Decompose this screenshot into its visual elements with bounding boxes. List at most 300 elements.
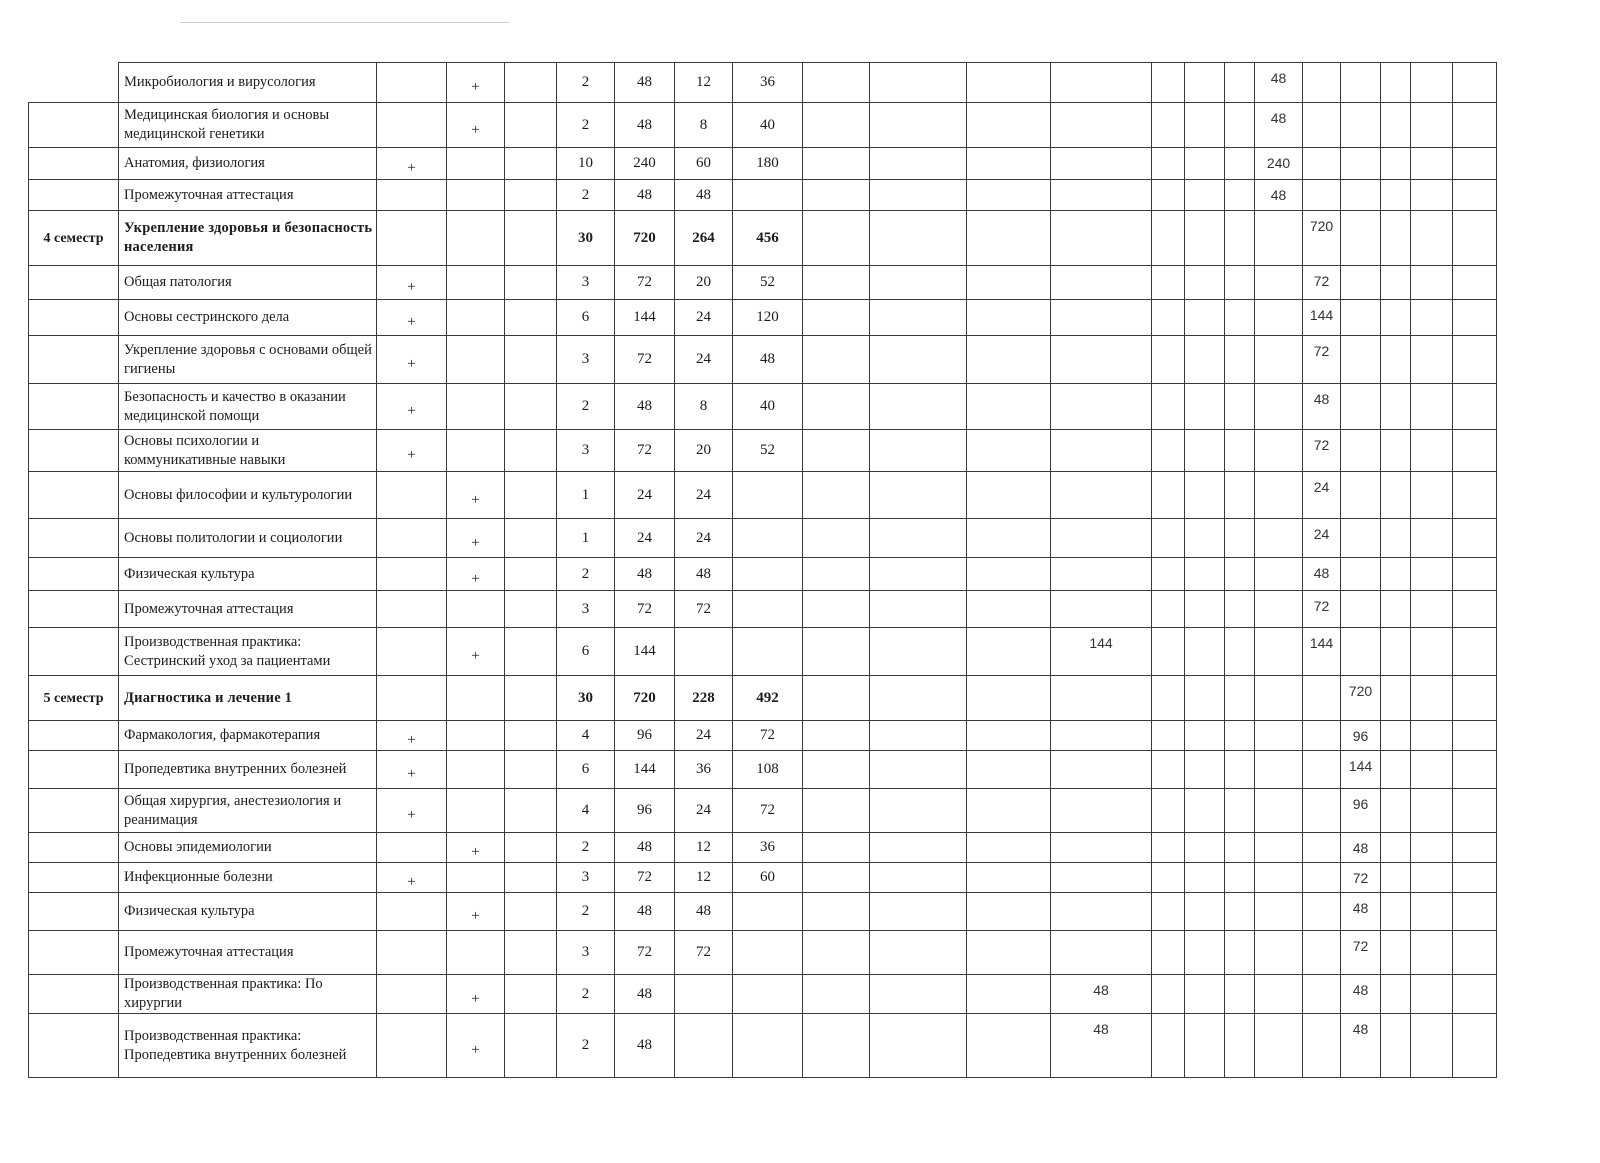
semester-label [29, 558, 119, 591]
empty-cell [505, 180, 557, 211]
empty-cell [1185, 103, 1225, 148]
practice-total [1051, 180, 1152, 211]
practice-hours: 52 [733, 266, 803, 300]
empty-cell [803, 300, 870, 336]
practice-total [1051, 336, 1152, 384]
empty-cell [967, 975, 1051, 1014]
practice-hours: 52 [733, 430, 803, 472]
empty-cell [1453, 833, 1497, 863]
empty-cell [967, 472, 1051, 519]
empty-cell [967, 833, 1051, 863]
total-hours: 48 [615, 63, 675, 103]
total-hours: 48 [615, 103, 675, 148]
practice-total: 144 [1051, 628, 1152, 676]
practice-total [1051, 211, 1152, 266]
discipline-name: Промежуточная аттестация [119, 591, 377, 628]
empty-cell [803, 721, 870, 751]
practice-total [1051, 103, 1152, 148]
total-hours: 144 [615, 628, 675, 676]
credit-units: 2 [557, 558, 615, 591]
total-hours: 48 [615, 893, 675, 931]
semester-4-hours [1303, 751, 1341, 789]
total-hours: 72 [615, 336, 675, 384]
empty-cell [1453, 266, 1497, 300]
empty-cell [870, 300, 967, 336]
empty-cell [1453, 336, 1497, 384]
exam-mark: + [377, 863, 447, 893]
empty-cell [803, 336, 870, 384]
empty-cell [1152, 211, 1185, 266]
semester-5-hours [1341, 591, 1381, 628]
semester-label [29, 300, 119, 336]
empty-cell [1152, 676, 1185, 721]
practice-hours [733, 628, 803, 676]
empty-cell [870, 1014, 967, 1078]
semester-5-hours: 48 [1341, 1014, 1381, 1078]
semester-3-hours: 48 [1255, 103, 1303, 148]
semester-5-hours [1341, 148, 1381, 180]
credit-units: 2 [557, 833, 615, 863]
empty-cell [803, 430, 870, 472]
credit-mark: + [447, 519, 505, 558]
theory-hours: 228 [675, 676, 733, 721]
empty-cell [967, 789, 1051, 833]
practice-hours: 36 [733, 833, 803, 863]
empty-cell [1225, 300, 1255, 336]
total-hours: 24 [615, 472, 675, 519]
credit-units: 2 [557, 103, 615, 148]
empty-cell [1225, 336, 1255, 384]
empty-cell [505, 430, 557, 472]
exam-mark [377, 519, 447, 558]
theory-hours: 24 [675, 336, 733, 384]
exam-mark [377, 103, 447, 148]
empty-cell [1185, 751, 1225, 789]
credit-units: 6 [557, 751, 615, 789]
semester-5-hours [1341, 558, 1381, 591]
practice-total [1051, 558, 1152, 591]
semester-3-hours [1255, 558, 1303, 591]
exam-mark [377, 628, 447, 676]
theory-hours: 20 [675, 266, 733, 300]
empty-cell [870, 266, 967, 300]
empty-cell [1185, 63, 1225, 103]
empty-cell [1411, 430, 1453, 472]
empty-cell [870, 931, 967, 975]
empty-cell [967, 676, 1051, 721]
exam-mark [377, 975, 447, 1014]
empty-cell [967, 430, 1051, 472]
empty-cell [1411, 931, 1453, 975]
empty-cell [1381, 430, 1411, 472]
empty-cell [1185, 300, 1225, 336]
total-hours: 144 [615, 300, 675, 336]
semester-label: 5 семестр [29, 676, 119, 721]
empty-cell [505, 789, 557, 833]
total-hours: 720 [615, 211, 675, 266]
credit-units: 1 [557, 519, 615, 558]
empty-cell [967, 336, 1051, 384]
empty-cell [1381, 384, 1411, 430]
table-row [29, 63, 1497, 103]
empty-cell [1225, 833, 1255, 863]
empty-cell [967, 103, 1051, 148]
semester-4-hours: 144 [1303, 628, 1341, 676]
table-row [29, 975, 1497, 1014]
empty-cell [1225, 1014, 1255, 1078]
semester-5-hours: 72 [1341, 863, 1381, 893]
table-row [29, 789, 1497, 833]
empty-cell [1381, 1014, 1411, 1078]
empty-cell [505, 63, 557, 103]
theory-hours: 24 [675, 300, 733, 336]
empty-cell [505, 472, 557, 519]
theory-hours: 12 [675, 63, 733, 103]
empty-cell [1411, 751, 1453, 789]
empty-cell [870, 63, 967, 103]
theory-hours: 12 [675, 863, 733, 893]
empty-cell [1453, 975, 1497, 1014]
credit-units: 4 [557, 789, 615, 833]
empty-cell [1411, 789, 1453, 833]
credit-mark [447, 863, 505, 893]
empty-cell [1453, 751, 1497, 789]
practice-hours: 108 [733, 751, 803, 789]
practice-hours: 120 [733, 300, 803, 336]
exam-mark [377, 558, 447, 591]
theory-hours: 20 [675, 430, 733, 472]
table-row [29, 148, 1497, 180]
semester-5-hours: 72 [1341, 931, 1381, 975]
empty-cell [1411, 180, 1453, 211]
empty-cell [1152, 789, 1185, 833]
empty-cell [1453, 676, 1497, 721]
empty-cell [870, 558, 967, 591]
empty-cell [505, 833, 557, 863]
empty-cell [1152, 975, 1185, 1014]
empty-cell [1381, 789, 1411, 833]
empty-cell [967, 1014, 1051, 1078]
semester-4-hours: 72 [1303, 591, 1341, 628]
exam-mark [377, 591, 447, 628]
empty-cell [1411, 893, 1453, 931]
empty-cell [870, 430, 967, 472]
credit-units: 6 [557, 300, 615, 336]
semester-label [29, 63, 119, 103]
empty-cell [1411, 103, 1453, 148]
semester-3-hours [1255, 591, 1303, 628]
exam-mark: + [377, 336, 447, 384]
empty-cell [803, 211, 870, 266]
empty-cell [1453, 591, 1497, 628]
scan-artifact-line [180, 22, 510, 23]
table-row [29, 931, 1497, 975]
empty-cell [1453, 63, 1497, 103]
empty-cell [1381, 336, 1411, 384]
empty-cell [1411, 676, 1453, 721]
semester-5-hours [1341, 63, 1381, 103]
practice-hours [733, 893, 803, 931]
practice-total [1051, 591, 1152, 628]
empty-cell [803, 519, 870, 558]
semester-3-hours [1255, 628, 1303, 676]
credit-mark: + [447, 63, 505, 103]
exam-mark [377, 676, 447, 721]
empty-cell [505, 384, 557, 430]
empty-cell [1411, 519, 1453, 558]
semester-5-hours: 96 [1341, 789, 1381, 833]
empty-cell [1381, 721, 1411, 751]
credit-mark [447, 211, 505, 266]
credit-units: 3 [557, 266, 615, 300]
total-hours: 48 [615, 833, 675, 863]
empty-cell [870, 148, 967, 180]
semester-3-hours [1255, 266, 1303, 300]
empty-cell [967, 266, 1051, 300]
empty-cell [1225, 103, 1255, 148]
discipline-name: Производственная практика: По хирургии [119, 975, 377, 1014]
empty-cell [803, 676, 870, 721]
semester-5-hours: 96 [1341, 721, 1381, 751]
credit-units: 2 [557, 1014, 615, 1078]
practice-hours [733, 591, 803, 628]
semester-5-hours: 720 [1341, 676, 1381, 721]
credit-units: 2 [557, 384, 615, 430]
semester-5-hours [1341, 211, 1381, 266]
empty-cell [1225, 266, 1255, 300]
semester-label [29, 336, 119, 384]
empty-cell [1411, 336, 1453, 384]
empty-cell [1453, 893, 1497, 931]
empty-cell [1453, 863, 1497, 893]
exam-mark: + [377, 300, 447, 336]
empty-cell [803, 931, 870, 975]
empty-cell [870, 336, 967, 384]
empty-cell [1225, 721, 1255, 751]
practice-hours: 72 [733, 721, 803, 751]
total-hours: 48 [615, 180, 675, 211]
practice-total [1051, 300, 1152, 336]
empty-cell [505, 103, 557, 148]
practice-total [1051, 148, 1152, 180]
practice-total: 48 [1051, 1014, 1152, 1078]
semester-4-hours: 48 [1303, 558, 1341, 591]
empty-cell [967, 591, 1051, 628]
semester-3-hours [1255, 300, 1303, 336]
semester-4-hours: 720 [1303, 211, 1341, 266]
empty-cell [967, 863, 1051, 893]
semester-label [29, 519, 119, 558]
empty-cell [967, 148, 1051, 180]
discipline-name: Медицинская биология и основы медицинской генетики [119, 103, 377, 148]
semester-4-hours: 24 [1303, 519, 1341, 558]
exam-mark: + [377, 266, 447, 300]
empty-cell [1185, 628, 1225, 676]
semester-label [29, 751, 119, 789]
credit-units: 30 [557, 676, 615, 721]
semester-5-hours [1341, 519, 1381, 558]
empty-cell [1185, 833, 1225, 863]
semester-4-hours [1303, 975, 1341, 1014]
credit-units: 2 [557, 63, 615, 103]
table-row [29, 676, 1497, 721]
empty-cell [1225, 430, 1255, 472]
practice-hours [733, 975, 803, 1014]
semester-3-hours [1255, 893, 1303, 931]
semester-5-hours [1341, 180, 1381, 211]
credit-units: 10 [557, 148, 615, 180]
empty-cell [1152, 300, 1185, 336]
practice-hours: 72 [733, 789, 803, 833]
empty-cell [870, 519, 967, 558]
empty-cell [870, 975, 967, 1014]
empty-cell [1453, 1014, 1497, 1078]
practice-hours: 40 [733, 384, 803, 430]
practice-total [1051, 384, 1152, 430]
practice-total [1051, 863, 1152, 893]
empty-cell [505, 591, 557, 628]
empty-cell [505, 300, 557, 336]
empty-cell [1453, 103, 1497, 148]
exam-mark: + [377, 721, 447, 751]
semester-4-hours [1303, 1014, 1341, 1078]
discipline-name: Пропедевтика внутренних болезней [119, 751, 377, 789]
table-row [29, 180, 1497, 211]
empty-cell [1225, 931, 1255, 975]
empty-cell [1152, 558, 1185, 591]
empty-cell [505, 1014, 557, 1078]
empty-cell [1152, 833, 1185, 863]
practice-total [1051, 472, 1152, 519]
semester-label [29, 591, 119, 628]
empty-cell [1152, 384, 1185, 430]
empty-cell [967, 628, 1051, 676]
empty-cell [1411, 591, 1453, 628]
empty-cell [1411, 472, 1453, 519]
exam-mark [377, 893, 447, 931]
exam-mark: + [377, 789, 447, 833]
semester-3-hours [1255, 519, 1303, 558]
semester-label [29, 789, 119, 833]
empty-cell [1152, 519, 1185, 558]
semester-label [29, 833, 119, 863]
empty-cell [1381, 472, 1411, 519]
practice-total [1051, 676, 1152, 721]
empty-cell [1381, 628, 1411, 676]
empty-cell [1381, 931, 1411, 975]
credit-mark: + [447, 893, 505, 931]
empty-cell [803, 789, 870, 833]
empty-cell [505, 893, 557, 931]
semester-label [29, 384, 119, 430]
empty-cell [505, 336, 557, 384]
discipline-name: Промежуточная аттестация [119, 931, 377, 975]
credit-mark [447, 336, 505, 384]
credit-mark: + [447, 975, 505, 1014]
empty-cell [1152, 430, 1185, 472]
table-row [29, 751, 1497, 789]
semester-5-hours [1341, 266, 1381, 300]
empty-cell [803, 1014, 870, 1078]
total-hours: 72 [615, 430, 675, 472]
empty-cell [803, 591, 870, 628]
table-row [29, 1014, 1497, 1078]
credit-units: 6 [557, 628, 615, 676]
empty-cell [505, 211, 557, 266]
semester-4-hours [1303, 103, 1341, 148]
empty-cell [1411, 628, 1453, 676]
empty-cell [1152, 103, 1185, 148]
total-hours: 72 [615, 266, 675, 300]
empty-cell [1381, 833, 1411, 863]
empty-cell [1152, 721, 1185, 751]
discipline-name: Основы политологии и социологии [119, 519, 377, 558]
empty-cell [1411, 975, 1453, 1014]
credit-units: 2 [557, 893, 615, 931]
empty-cell [1225, 863, 1255, 893]
empty-cell [1185, 591, 1225, 628]
semester-label [29, 472, 119, 519]
empty-cell [1225, 628, 1255, 676]
semester-3-hours [1255, 751, 1303, 789]
theory-hours: 36 [675, 751, 733, 789]
empty-cell [505, 863, 557, 893]
semester-3-hours [1255, 676, 1303, 721]
empty-cell [1185, 180, 1225, 211]
exam-mark [377, 931, 447, 975]
empty-cell [505, 721, 557, 751]
theory-hours [675, 975, 733, 1014]
total-hours: 96 [615, 789, 675, 833]
theory-hours: 24 [675, 789, 733, 833]
table-row [29, 833, 1497, 863]
empty-cell [803, 863, 870, 893]
empty-cell [1185, 148, 1225, 180]
empty-cell [803, 472, 870, 519]
empty-cell [1453, 148, 1497, 180]
semester-label [29, 893, 119, 931]
exam-mark: + [377, 430, 447, 472]
credit-mark: + [447, 558, 505, 591]
table-row [29, 519, 1497, 558]
empty-cell [967, 721, 1051, 751]
empty-cell [1152, 148, 1185, 180]
total-hours: 72 [615, 931, 675, 975]
total-hours: 96 [615, 721, 675, 751]
credit-units: 3 [557, 591, 615, 628]
credit-mark [447, 591, 505, 628]
empty-cell [1381, 893, 1411, 931]
empty-cell [803, 384, 870, 430]
practice-hours: 36 [733, 63, 803, 103]
semester-label [29, 721, 119, 751]
empty-cell [803, 558, 870, 591]
empty-cell [1453, 558, 1497, 591]
practice-hours [733, 1014, 803, 1078]
empty-cell [1152, 931, 1185, 975]
credit-mark [447, 789, 505, 833]
empty-cell [1411, 558, 1453, 591]
exam-mark [377, 1014, 447, 1078]
discipline-name: Микробиология и вирусология [119, 63, 377, 103]
empty-cell [1453, 211, 1497, 266]
semester-5-hours: 48 [1341, 893, 1381, 931]
practice-total [1051, 519, 1152, 558]
semester-5-hours: 48 [1341, 975, 1381, 1014]
discipline-name: Диагностика и лечение 1 [119, 676, 377, 721]
total-hours: 720 [615, 676, 675, 721]
table-row [29, 430, 1497, 472]
